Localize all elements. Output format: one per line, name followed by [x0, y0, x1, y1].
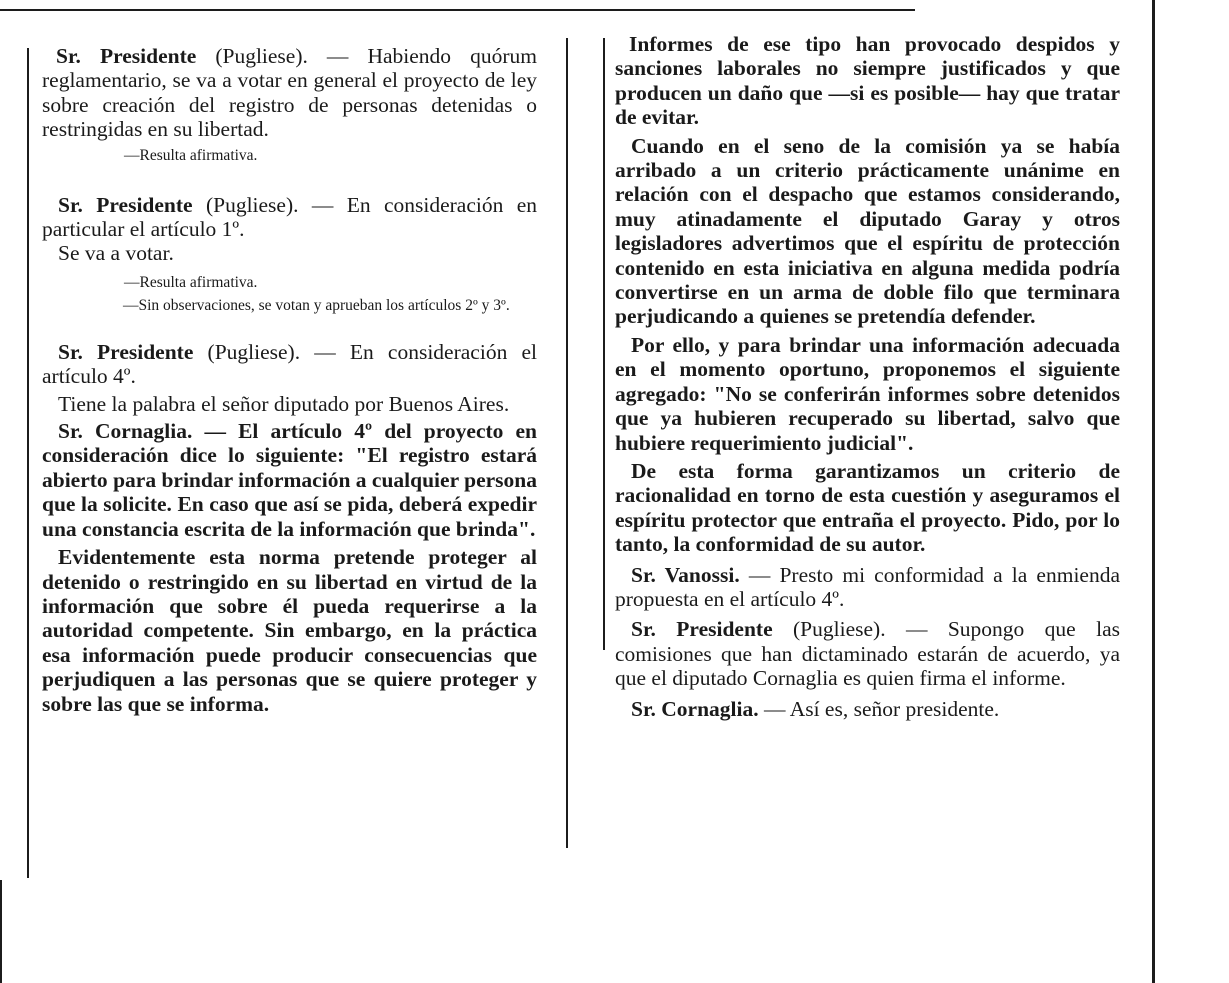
- paragraph-de-esta-forma: De esta forma garantizamos un criterio de racionalidad en torno de esta cuestión y aseguramos el espíritu protector que entraña el proyecto. Pido, por lo tanto, la conformidad de su autor.: [615, 458, 1120, 557]
- paragraph-se-va-a-votar: Se va a votar.: [58, 241, 174, 266]
- paragraph-cornaglia-article-4: Sr. Cornaglia. — El artículo 4º del proyecto en consideración dice lo siguiente: "El registro estará abierto para brindar información a cualquier persona que la solicite. En caso que así se pida, deberá expedir una constancia escrita de la información que brinda".: [42, 419, 538, 541]
- vote-result-note: —Resulta afirmativa.: [124, 273, 258, 291]
- speaker-name: Sr. Presidente: [631, 617, 773, 642]
- paragraph-cuando-en-el-seno: Cuando en el seno de la comisión ya se había arribado a un criterio prácticamente unánime en relación con el despacho que estamos considerando, muy atinadamente el diputado Garay y otros legisladores advertimos que el espíritu de protección contenido en esta iniciativa en alguna medida podría convertirse en un arma de doble filo que terminara perjudicando a quienes se pretendía defender.: [615, 133, 1120, 329]
- paragraph-presidente-article-1: Sr. Presidente (Pugliese). — En consideración en particular el artículo 1º.: [42, 192, 537, 242]
- speaker-name: Sr. Cornaglia.: [631, 696, 759, 721]
- paragraph-tiene-la-palabra: Tiene la palabra el señor diputado por Buenos Aires.: [58, 391, 510, 416]
- paragraph-presidente-supongo: Sr. Presidente (Pugliese). — Supongo que las comisiones que han dictaminado estarán de acuerdo, ya que el diputado Cornaglia es quien firma el informe.: [615, 617, 1120, 691]
- right-column: [615, 32, 1120, 721]
- right-column-rule: [603, 38, 605, 650]
- paragraph-informes-de-ese-tipo: Informes de ese tipo han provocado despidos y sanciones laborales no siempre justificados y que producen un daño que —si es posible— hay que tratar de evitar.: [615, 32, 1120, 130]
- speaker-name: Sr. Presidente: [56, 44, 197, 68]
- bottom-left-rule: [0, 880, 2, 983]
- speaker-name: Sr. Presidente: [58, 192, 193, 217]
- paragraph-evidentemente: Evidentemente esta norma pretende proteger al detenido o restringido en su libertad en virtud de la información que sobre él pueda requerirse a la autoridad competente. Sin embargo, en la práctica esa información puede producir consecuencias que perjudiquen a las personas que se quiere proteger y sobre las que se informa.: [42, 545, 537, 716]
- vote-result-note: —Resulta afirmativa.: [124, 146, 258, 164]
- paragraph-presidente-vote: Sr. Presidente (Pugliese). — Habiendo quórum reglamentario, se va a votar en general el proyecto de ley sobre creación del registro de personas detenidas o restringidas en su libertad.: [42, 44, 537, 142]
- left-column: [42, 44, 537, 716]
- left-margin-rule: [27, 48, 29, 878]
- right-page-edge: [1152, 0, 1155, 983]
- speaker-name: Sr. Vanossi.: [631, 562, 740, 587]
- articles-approved-note: —Sin observaciones, se votan y aprueban los artículos 2º y 3º.: [123, 296, 510, 314]
- top-rule: [0, 9, 915, 11]
- column-divider-rule: [566, 38, 568, 848]
- paragraph-vanossi: Sr. Vanossi. — Presto mi conformidad a la enmienda propuesta en el artículo 4º.: [615, 562, 1121, 611]
- paragraph-presidente-article-4: Sr. Presidente (Pugliese). — En consideración el artículo 4º.: [42, 339, 537, 389]
- speaker-name: Sr. Presidente: [58, 339, 194, 364]
- paragraph-cornaglia-asi-es: Sr. Cornaglia. — Así es, señor presidente.: [631, 696, 1000, 721]
- speaker-name: Sr. Cornaglia.: [58, 419, 193, 444]
- paragraph-por-ello: Por ello, y para brindar una información adecuada en el momento oportuno, proponemos el siguiente agregado: "No se conferirán informes sobre detenidos que ya hubieren recuperado su libertad, salvo que hubiere requerimiento judicial".: [615, 332, 1120, 455]
